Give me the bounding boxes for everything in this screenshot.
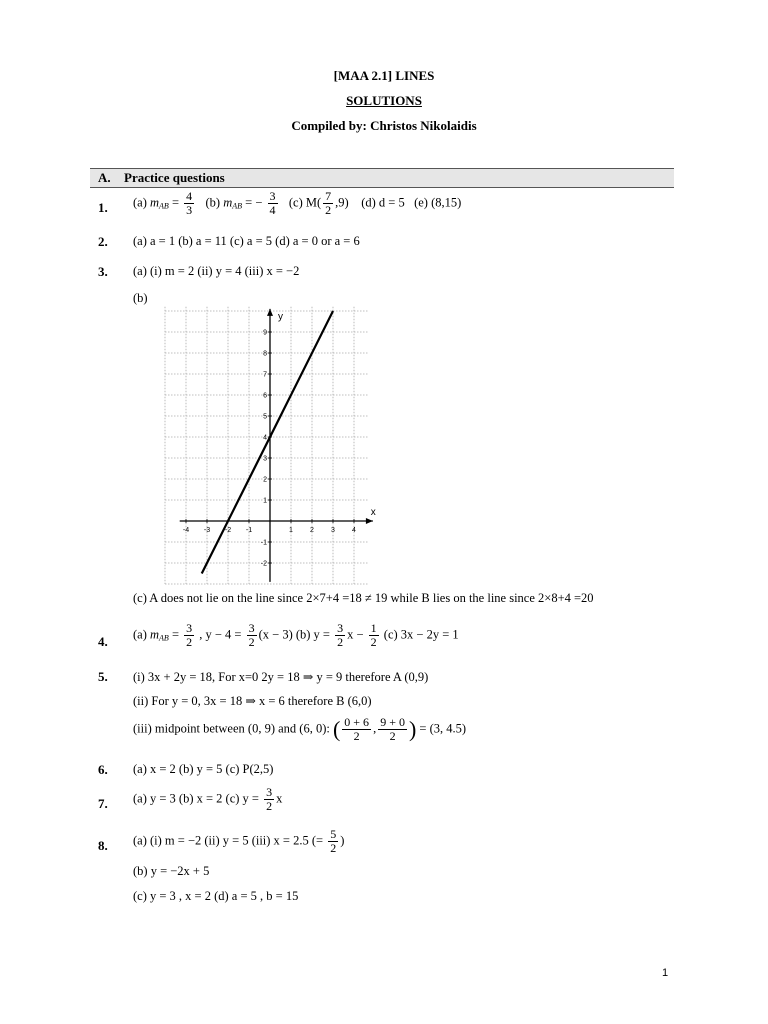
- q5iii-answer: (iii) midpoint between (0, 9) and (6, 0): ( $\frac{0 + 6}{2}$ , $\frac{9 + 0}{2}$ ) = (3, 4.5): [133, 715, 467, 743]
- y-axis-arrow: [267, 309, 273, 316]
- question-number: 6.: [98, 762, 108, 777]
- q6-answer: (a) x = 2 (b) y = 5 (c) P(2,5): [133, 762, 274, 776]
- q2-answer: (a) a = 1 (b) a = 11 (c) a = 5 (d) a = 0 or a = 6: [133, 234, 360, 248]
- q3b-label: (b): [133, 291, 148, 305]
- x-tick-label: 2: [310, 527, 314, 534]
- question-number: 2.: [98, 234, 108, 249]
- y-tick-label: 1: [263, 497, 267, 505]
- q8a-answer: (a) (i) m = −2 (ii) y = 5 (iii) x = 2.5 (= $\frac{5}{2}$ ): [133, 827, 345, 855]
- x-tick-label: -3: [203, 527, 211, 534]
- question-number: 3.: [98, 264, 108, 279]
- series-line: [202, 311, 333, 574]
- x-tick-label: -1: [245, 527, 253, 534]
- y-tick-label: 4: [263, 434, 267, 442]
- section-header: [90, 168, 674, 188]
- q4-answer: (a) $m_{AB}$ = $\frac{3}{2}$ , y − 4 = $\frac{3}{2}$ (x − 3) (b) y = $\frac{3}{2}$ x − $\frac{1}{2}$ (c) 3x − 2y = 1: [133, 621, 459, 649]
- q7-answer: (a) y = 3 (b) x = 2 (c) y = $\frac{3}{2}$ x: [133, 785, 283, 813]
- y-tick-label: 3: [263, 455, 267, 463]
- doc-author: Compiled by: Christos Nikolaidis: [291, 118, 477, 133]
- y-tick-label: 9: [263, 329, 267, 337]
- q1-answer: (a) $m_{AB}$ = $\frac{4}{3}$ (b) $m_{AB}$ = − $\frac{3}{4}$ (c) M( $\frac{7}{2}$ ,9) (d) d = 5 (e) (8,15): [133, 189, 462, 217]
- q8c-answer: (c) y = 3 , x = 2 (d) a = 5 , b = 15: [133, 889, 299, 903]
- doc-subtitle: SOLUTIONS: [346, 93, 422, 108]
- y-tick-label: 8: [263, 350, 267, 358]
- y-axis-label: y: [278, 311, 283, 323]
- q3c-answer: (c) A does not lie on the line since 2×7+4 =18 ≠ 19 while B lies on the line since 2×8+4 =20: [133, 591, 594, 605]
- question-number: 5.: [98, 669, 108, 684]
- x-tick-label: 3: [331, 527, 335, 534]
- q5i-answer: (i) 3x + 2y = 18, For x=0 2y = 18 ⇒ y = 9 therefore A (0,9): [133, 670, 429, 684]
- x-axis-label: x: [370, 507, 376, 518]
- q5ii-answer: (ii) For y = 0, 3x = 18 ⇒ x = 6 therefore B (6,0): [133, 694, 372, 708]
- q8b-answer: (b) y = −2x + 5: [133, 864, 210, 878]
- question-number: 1.: [98, 200, 108, 215]
- chart-axes: [180, 309, 376, 582]
- x-tick-label: 4: [352, 527, 356, 534]
- y-tick-label: 6: [263, 392, 267, 400]
- question-number: 8.: [98, 838, 108, 853]
- y-tick-label: -1: [260, 539, 267, 547]
- y-tick-label: -2: [260, 560, 267, 568]
- y-tick-label: 7: [263, 371, 267, 379]
- chart-lines: [202, 311, 333, 574]
- x-axis-arrow: [366, 518, 373, 524]
- x-tick-label: -4: [182, 527, 190, 534]
- section-title: Practice questions: [124, 170, 225, 185]
- y-tick-label: 5: [263, 413, 267, 421]
- y-tick-label: 2: [263, 476, 267, 484]
- x-tick-label: 1: [289, 527, 293, 534]
- question-number: 7.: [98, 796, 108, 811]
- section-letter: A.: [98, 170, 111, 185]
- q3a-answer: (a) (i) m = 2 (ii) y = 4 (iii) x = −2: [133, 264, 300, 278]
- line-graph: [160, 300, 420, 585]
- page-number: 1: [662, 967, 669, 979]
- x-tick-label: -2: [224, 527, 232, 534]
- question-number: 4.: [98, 634, 108, 649]
- doc-title: [MAA 2.1] LINES: [333, 68, 435, 83]
